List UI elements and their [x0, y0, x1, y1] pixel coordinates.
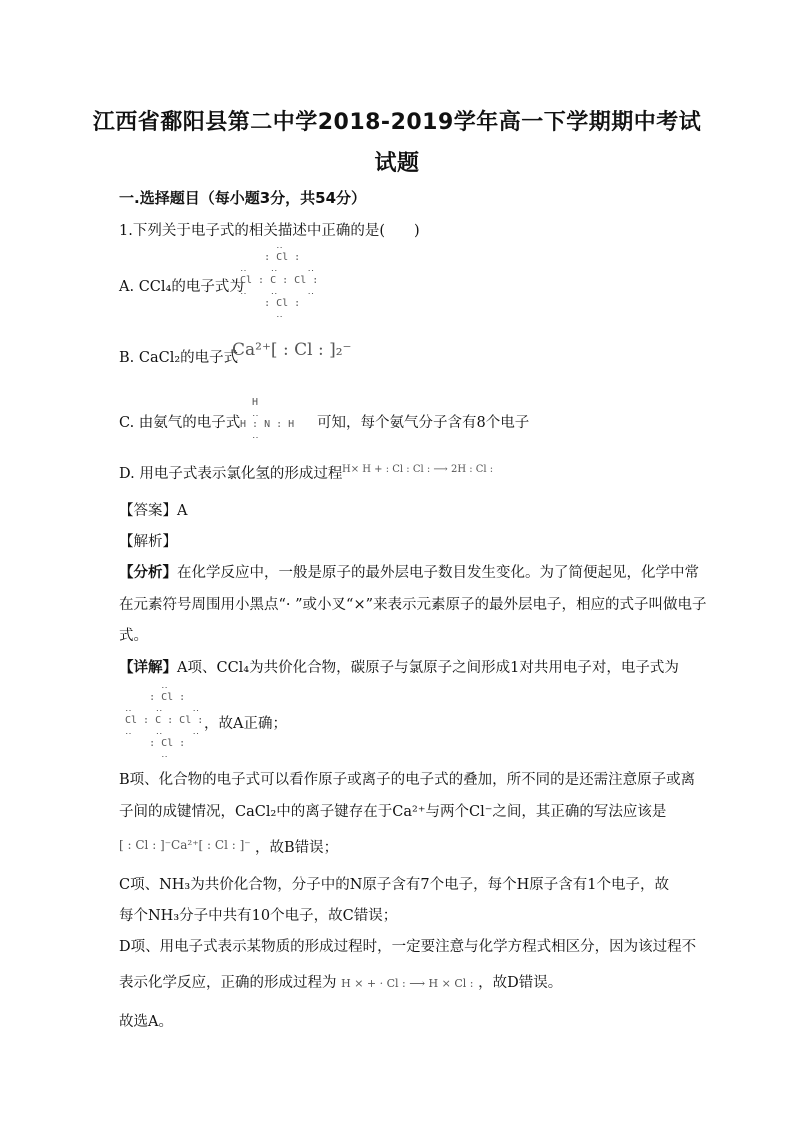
ccl4-electron-formula: ‥ : Cl : ‥ ‥ ‥ Cl : C : Cl : ‥ ‥ ‥ : Cl : ‥ — [240, 240, 319, 320]
answer-line: 【答案】A — [119, 503, 188, 519]
d-explain-line-2 — [119, 971, 562, 992]
xiangjie-a-text: A项、CCl₄为共价化合物，碳原子与氯原子之间形成1对共用电子对，电子式为 — [177, 660, 679, 676]
b-explain-line-2: 子间的成键情况，CaCl₂中的离子键存在于Ca²⁺与两个Cl⁻之间，其正确的写法应该是 — [119, 804, 667, 820]
question-stem: 1.下列关于电子式的相关描述中正确的是( ) — [119, 223, 420, 239]
hcl-correct-formula: H × + · Cl : ⟶ H ⨯ Cl : — [341, 977, 474, 990]
exam-title-continued: 试题 — [374, 151, 420, 176]
hcl-formation-formula: H⨯ H + : Cl : Cl : ⟶ 2H : Cl : — [342, 464, 494, 475]
option-b-label: B. CaCl₂的电子式 — [119, 350, 239, 366]
fenxi-line-2: 在元素符号周围用小黑点“· ”或小叉“×”来表示元素原子的最外层电子，相应的式子叫做电子 — [119, 597, 707, 613]
analysis-heading: 【解析】 — [119, 534, 177, 550]
cacl2-correct-formula: [ : Cl : ]⁻Ca²⁺[ : Cl : ]⁻ — [119, 838, 251, 852]
option-a-label: A. CCl₄的电子式为 — [119, 279, 244, 295]
exam-title: 江西省鄱阳县第二中学2018-2019学年高一下学期期中考试 — [92, 110, 702, 135]
fenxi-text-1: 在化学反应中，一般是原子的最外层电子数目发生变化。为了简便起见，化学中常 — [177, 565, 699, 581]
nh3-electron-formula: H ‥ H : N : H ‥ — [240, 397, 295, 441]
b-explain-end: ，故B错误； — [255, 840, 339, 856]
d-explain-start: 表示化学反应，正确的形成过程为 — [119, 975, 337, 991]
fenxi-label: 【分析】 — [119, 564, 177, 581]
fenxi-line-1 — [119, 561, 699, 582]
c-explain-line-2: 每个NH₃分子中共有10个电子，故C错误； — [119, 908, 398, 924]
fenxi-line-3: 式。 — [119, 628, 148, 644]
section-heading: 一.选择题目（每小题3分，共54分） — [119, 189, 367, 207]
b-explain-line-1: B项、化合物的电子式可以看作原子或离子的电子式的叠加，所不同的是还需注意原子或离 — [119, 772, 696, 788]
d-explain-line-1: D项、用电子式表示某物质的形成过程时，一定要注意与化学方程式相区分，因为该过程不 — [119, 939, 697, 955]
xiangjie-a-end: ，故A正确； — [204, 716, 287, 732]
option-c-label: C. 由氨气的电子式 — [119, 415, 241, 431]
d-explain-end: ，故D错误。 — [478, 975, 563, 991]
cacl2-electron-formula: Ca²⁺[ : Cl : ]₂⁻ — [232, 340, 352, 360]
c-explain-line-1: C项、NH₃为共价化合物，分子中的N原子含有7个电子，每个H原子含有1个电子，故 — [119, 877, 670, 893]
option-d-label: D. 用电子式表示氯化氢的形成过程 — [119, 466, 343, 482]
xiangjie-a-line — [119, 656, 679, 677]
xiangjie-label: 【详解】 — [119, 659, 177, 676]
ccl4-correct-formula: ‥ : Cl : ‥ ‥ ‥ Cl : C : Cl : ‥ ‥ ‥ : Cl : ‥ — [125, 680, 204, 760]
option-c-suffix: 可知，每个氨气分子含有8个电子 — [317, 415, 530, 431]
conclusion: 故选A。 — [119, 1014, 173, 1030]
